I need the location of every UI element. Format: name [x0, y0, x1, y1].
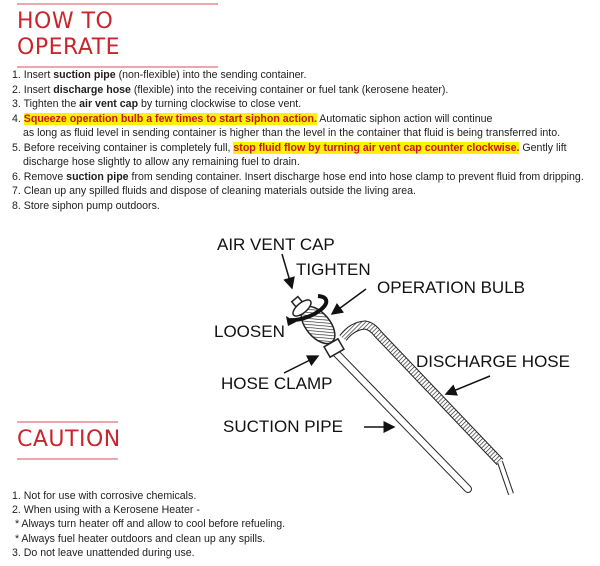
step: 3. Tighten the air vent cap by turning clockwise to close vent.	[12, 98, 302, 110]
step: 4. Squeeze operation bulb a few times to start siphon action. Automatic siphon action will continue	[12, 112, 493, 125]
caution-header	[17, 421, 121, 460]
step: 5. Before receiving container is completely full, stop fluid flow by turning air vent cap counter clockwise. Gently lift	[12, 141, 567, 154]
step: 2. Insert discharge hose (flexible) into the receiving container or fuel tank (kerosene heater).	[12, 83, 449, 96]
label-operation-bulb: OPERATION BULB	[377, 278, 525, 297]
step-continued: as long as fluid level in sending container is higher than the level in the container that fluid is being transferred into.	[23, 127, 561, 139]
highlight: Squeeze operation bulb a few times to start siphon action.	[23, 112, 317, 125]
section-title: HOW TO OPERATE	[17, 9, 121, 60]
arrow-icon	[446, 376, 490, 394]
caution-item: 3. Do not leave unattended during use.	[12, 546, 195, 559]
label-air-vent-cap: AIR VENT CAP	[217, 235, 335, 254]
label-discharge-hose: DISCHARGE HOSE	[416, 352, 570, 371]
caution-item: * Always fuel heater outdoors and clean up any spills.	[12, 532, 266, 545]
suction-pipe	[335, 352, 468, 489]
caution-item: * Always turn heater off and allow to cool before refueling.	[12, 518, 286, 531]
highlight: stop fluid flow by turning air vent cap counter clockwise.	[233, 141, 520, 154]
label-tighten: TIGHTEN	[296, 260, 371, 279]
arrow-icon	[332, 289, 366, 314]
step: 6. Remove suction pipe from sending container. Insert discharge hose end into hose clamp to prevent fluid from dripping.	[12, 170, 584, 183]
step: 8. Store siphon pump outdoors.	[12, 199, 160, 212]
label-hose-clamp: HOSE CLAMP	[221, 374, 333, 393]
step: 7. Clean up any spilled fluids and dispose of cleaning materials outside the living area.	[12, 185, 416, 197]
divider	[17, 458, 118, 460]
arrow-icon	[284, 356, 318, 373]
step: 1. Insert suction pipe (non-flexible) into the sending container.	[12, 69, 307, 81]
arrow-icon	[282, 254, 292, 288]
caution-list	[12, 489, 285, 560]
step-continued: discharge hose slightly to allow any remaining fuel to drain.	[23, 156, 300, 168]
caution-item: 2. When using with a Kerosene Heater -	[12, 504, 200, 517]
discharge-hose	[343, 325, 511, 494]
section-title: CAUTION	[17, 427, 121, 452]
label-suction-pipe: SUCTION PIPE	[223, 417, 343, 436]
caution-item: 1. Not for use with corrosive chemicals.	[12, 490, 197, 502]
label-loosen: LOOSEN	[214, 322, 285, 341]
